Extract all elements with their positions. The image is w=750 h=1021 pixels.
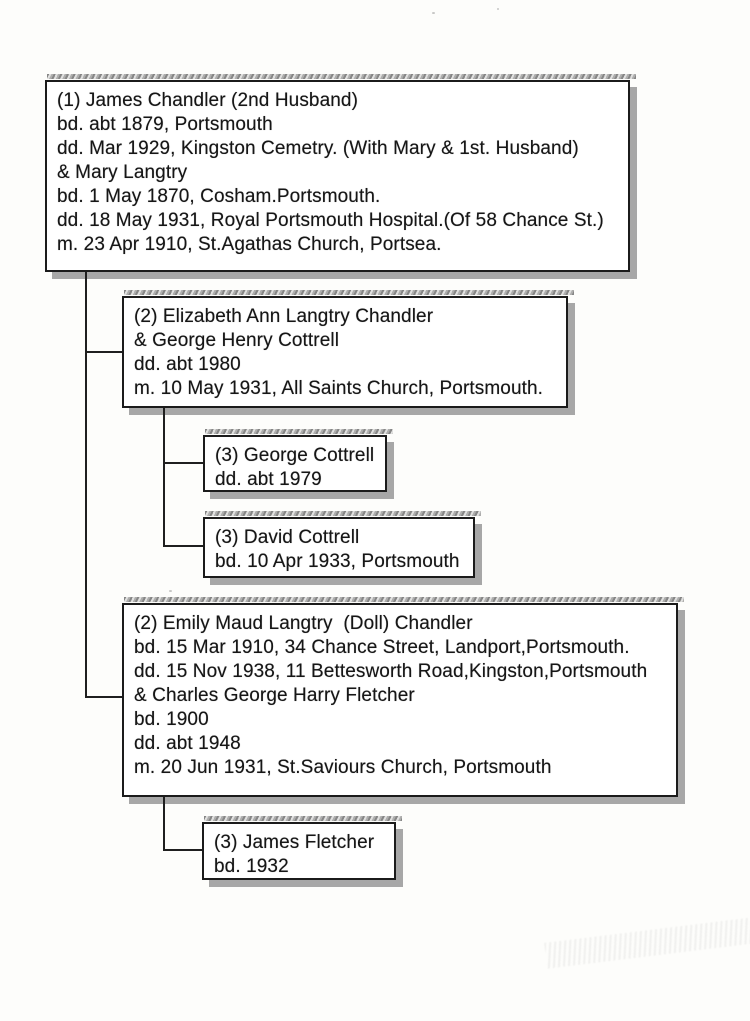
death-detail-line: dd. Mar 1929, Kingston Cemetry. (With Mary & 1st. Husband) [57,138,579,159]
connector-trunk-cottrell [163,408,165,547]
scan-speck [432,12,435,14]
spouse-death-line: dd. abt 1948 [134,733,241,754]
death-detail-line: dd. abt 1980 [134,354,241,375]
scan-speck [497,8,499,10]
person-name-line: (1) James Chandler (2nd Husband) [57,90,359,111]
spouse-death-line: dd. 18 May 1931, Royal Portsmouth Hospital.(Of 58 Chance St.) [57,210,604,231]
death-detail-line: dd. 15 Nov 1938, 11 Bettesworth Road,Kingston,Portsmouth [134,661,648,682]
birth-detail-line: bd. abt 1879, Portsmouth [57,114,273,135]
scan-streak [544,917,750,968]
person-box-emily-chandler [122,603,678,797]
person-box-james-chandler [45,80,630,272]
connector-branch-emily [85,696,122,698]
spouse-birth-line: bd. 1 May 1870, Cosham.Portsmouth. [57,186,381,207]
marriage-line: m. 10 May 1931, All Saints Church, Portsmouth. [134,378,544,399]
connector-branch-david [163,545,203,547]
person-box-george-cottrell [203,435,387,492]
connector-branch-elizabeth [85,351,122,353]
person-box-david-cottrell [203,517,475,578]
scan-speck [169,590,172,592]
spouse-birth-line: bd. 1900 [134,709,209,730]
person-name-line: (3) George Cottrell [215,445,375,466]
spouse-name-line: & Mary Langtry [57,162,188,183]
birth-detail-line: bd. 1932 [214,856,289,877]
spouse-name-line: & Charles George Harry Fletcher [134,685,415,706]
person-name-line: (3) David Cottrell [215,527,360,548]
connector-branch-george [163,462,203,464]
person-name-line: (2) Emily Maud Langtry (Doll) Chandler [134,613,473,634]
person-box-james-fletcher [202,822,396,880]
connector-branch-james-fletcher [163,849,202,851]
person-box-elizabeth-chandler [122,296,568,408]
spouse-name-line: & George Henry Cottrell [134,330,340,351]
birth-detail-line: bd. 10 Apr 1933, Portsmouth [215,551,460,572]
marriage-line: m. 23 Apr 1910, St.Agathas Church, Portsea. [57,234,442,255]
connector-trunk-fletcher [163,797,165,851]
birth-detail-line: bd. 15 Mar 1910, 34 Chance Street, Landport,Portsmouth. [134,637,630,658]
person-name-line: (2) Elizabeth Ann Langtry Chandler [134,306,434,327]
person-name-line: (3) James Fletcher [214,832,375,853]
connector-trunk-gen1 [85,272,87,698]
death-detail-line: dd. abt 1979 [215,469,322,490]
marriage-line: m. 20 Jun 1931, St.Saviours Church, Portsmouth [134,757,552,778]
